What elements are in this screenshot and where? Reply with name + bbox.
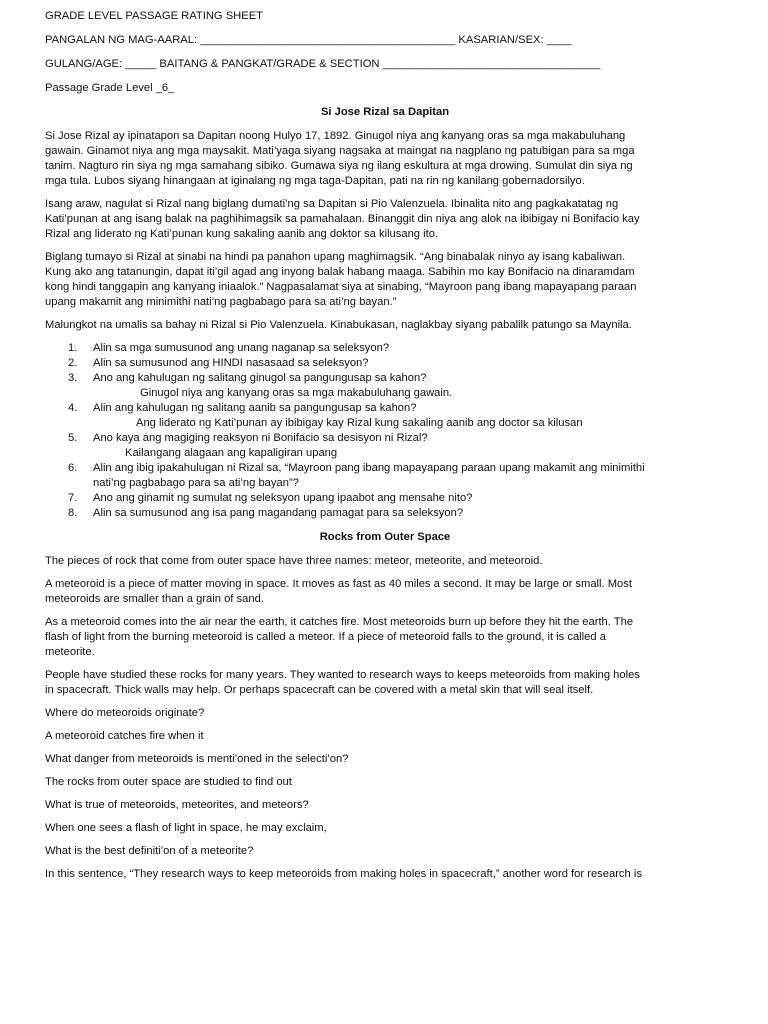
question-number: 4. xyxy=(68,402,78,414)
question-number: 3. xyxy=(68,372,78,384)
paragraph-line: A meteoroid is a piece of matter moving in space. It moves as fast as 40 miles a second. It may be large or small. Most xyxy=(45,578,632,590)
paragraph-line: meteorite. xyxy=(45,646,95,658)
question-text: Alin ang ibig ipakahulugan ni Rizal sa, “Mayroon pang ibang mapayapang paraan upang makamit ang minimithi xyxy=(93,462,645,474)
student-name-line: PANGALAN NG MAG-AARAL: _________________________________________ KASARIAN/SEX: ____ xyxy=(45,34,572,46)
question-number: 5. xyxy=(68,432,78,444)
question-item: In this sentence, “They research ways to keep meteoroids from making holes in spacecraft,” another word for research is xyxy=(45,868,642,880)
passage1-paragraph-4 xyxy=(45,318,725,333)
question-text: Alin sa sumusunod ang isa pang magandang pamagat para sa seleksyon? xyxy=(93,507,464,519)
passage1-question-list xyxy=(45,341,725,521)
question-context-box: Ginugol niya ang kanyang oras sa mga makabuluhang gawain. xyxy=(140,387,453,399)
question-item xyxy=(45,341,725,356)
question-item: Where do meteoroids originate? xyxy=(45,707,205,719)
question-text: Ano ang kahulugan ng salitang ginugol sa pangungusap sa kahon? xyxy=(93,372,427,384)
question-text: Ano ang ginamit ng sumulat ng seleksyon upang ipaabot ang mensahe nito? xyxy=(93,492,473,504)
question-item xyxy=(45,356,725,371)
passage2-question-list xyxy=(45,706,725,882)
question-number: 2. xyxy=(68,357,78,369)
question-item xyxy=(45,371,725,401)
passage2-paragraph-4 xyxy=(45,668,725,698)
question-item: When one sees a flash of light in space, he may exclaim, xyxy=(45,822,327,834)
passage2-paragraph-3 xyxy=(45,615,725,660)
paragraph-line: Kati’punan at ang isang balak na paghihimagsik sa pamahalaan. Binanggit din niya ang alok na ibibigay ni Bonifacio kay xyxy=(45,213,640,225)
passage1-title: Si Jose Rizal sa Dapitan xyxy=(320,106,450,118)
question-item xyxy=(45,491,725,506)
passage1-paragraph-2 xyxy=(45,197,725,242)
question-number: 8. xyxy=(68,507,78,519)
paragraph-line: meteoroids are smaller than a grain of sand. xyxy=(45,593,264,605)
passage2-paragraph-2 xyxy=(45,577,725,607)
question-item xyxy=(45,506,725,521)
rating-sheet-page xyxy=(45,9,725,890)
question-item: What is the best definiti’on of a meteorite? xyxy=(45,845,254,857)
paragraph-line: Kung ako ang tatanungin, dapat iti’gil agad ang inyong balak habang maaga. Sabihin mo kay Bonifacio na dinaramdam xyxy=(45,266,635,278)
paragraph-line: gawain. Ginamot niya ang mga maysakit. Mati’yaga siyang nagsaka at maingat na nagplano ng patubigan para sa mga xyxy=(45,145,635,157)
paragraph-line: tanim. Nagturo rin siya ng mga samahang sibiko. Gumawa siya ng ilang eskultura at mga drowing. Sumulat din siya ng xyxy=(45,160,633,172)
paragraph-line: Biglang tumayo si Rizal at sinabi na hindi pa panahon upang maghimagsik. “Ang binabalak ninyo ay isang kabaliwan. xyxy=(45,251,626,263)
question-text-continued: nati’ng pagbabago para sa ati’ng bayan”? xyxy=(93,477,299,489)
paragraph-line: Isang araw, nagulat si Rizal nang biglang dumati’ng sa Dapitan si Pio Valenzuela. Ibinalita nito ang pagkakatatag ng xyxy=(45,198,619,210)
question-context-box: Ang liderato ng Kati’punan ay ibibigay kay Rizal kung sakaling aanib ang doctor sa kilusan xyxy=(136,417,583,429)
question-number: 7. xyxy=(68,492,78,504)
question-number: 6. xyxy=(68,462,78,474)
passage2-title: Rocks from Outer Space xyxy=(319,531,451,543)
passage2-paragraph-1 xyxy=(45,554,725,569)
paragraph-line: flash of light from the burning meteoroid is called a meteor. If a piece of meteoroid falls to the ground, it is called a xyxy=(45,631,606,643)
question-number: 1. xyxy=(68,342,78,354)
passage-grade-level: Passage Grade Level _6_ xyxy=(45,82,175,94)
passage1-paragraph-3 xyxy=(45,250,725,310)
paragraph-line: in spacecraft. Thick walls may help. Or perhaps spacecraft can be covered with a metal skin that will seal itself. xyxy=(45,684,594,696)
age-grade-section-line: GULANG/AGE: _____ BAITANG & PANGKAT/GRADE & SECTION ___________________________________ xyxy=(45,58,601,70)
question-item: A meteoroid catches fire when it xyxy=(45,730,204,742)
question-context-box: Kailangang alagaan ang kapaligiran upang xyxy=(125,447,338,459)
question-text: Alin sa sumusunod ang HINDI nasasaad sa seleksyon? xyxy=(93,357,369,369)
paragraph-line: As a meteoroid comes into the air near the earth, it catches fire. Most meteoroids burn up before they hit the earth. The xyxy=(45,616,634,628)
paragraph-line: The pieces of rock that come from outer space have three names: meteor, meteorite, and meteoroid. xyxy=(45,555,543,567)
paragraph-line: Si Jose Rizal ay ipinatapon sa Dapitan noong Hulyo 17, 1892. Ginugol niya ang kanyang oras sa mga makabuluhang xyxy=(45,130,626,142)
sheet-title: GRADE LEVEL PASSAGE RATING SHEET xyxy=(45,10,264,22)
question-item: What danger from meteoroids is menti’oned in the selecti’on? xyxy=(45,753,349,765)
question-text: Ano kaya ang magiging reaksyon ni Bonifacio sa desisyon ni Rizal? xyxy=(93,432,428,444)
paragraph-line: kong hindi tanggapin ang kanyang iniaalok.” Nagpasalamat siya at sinabing, “Mayroon pang ibang mapayapang paraan xyxy=(45,281,637,293)
passage1-paragraph-1 xyxy=(45,129,725,189)
question-item xyxy=(45,461,725,491)
paragraph-line: mga tula. Lubos siyang hinangaan at iginalang ng mga taga-Dapitan, pati na rin ng kanilang gobernadorsilyo. xyxy=(45,175,585,187)
question-text: Alin sa mga sumusunod ang unang naganap sa seleksyon? xyxy=(93,342,390,354)
question-text: Alin ang kahulugan ng salitang aanib sa pangungusap sa kahon? xyxy=(93,402,417,414)
paragraph-line: Malungkot na umalis sa bahay ni Rizal si Pio Valenzuela. Kinabukasan, naglakbay siyang pabalilk patungo sa Maynila. xyxy=(45,319,632,331)
question-item: What is true of meteoroids, meteorites, and meteors? xyxy=(45,799,309,811)
paragraph-line: upang makamit ang minimithi nati’ng pagbabago para sa ati’ng bayan.” xyxy=(45,296,397,308)
question-item xyxy=(45,401,725,431)
paragraph-line: Rizal ang liderato ng Kati’punan kung sakaling aanib ang doktor sa kilusang ito. xyxy=(45,228,439,240)
question-item: The rocks from outer space are studied to find out xyxy=(45,776,292,788)
question-item xyxy=(45,431,725,461)
paragraph-line: People have studied these rocks for many years. They wanted to research ways to keeps meteoroids from making holes xyxy=(45,669,640,681)
